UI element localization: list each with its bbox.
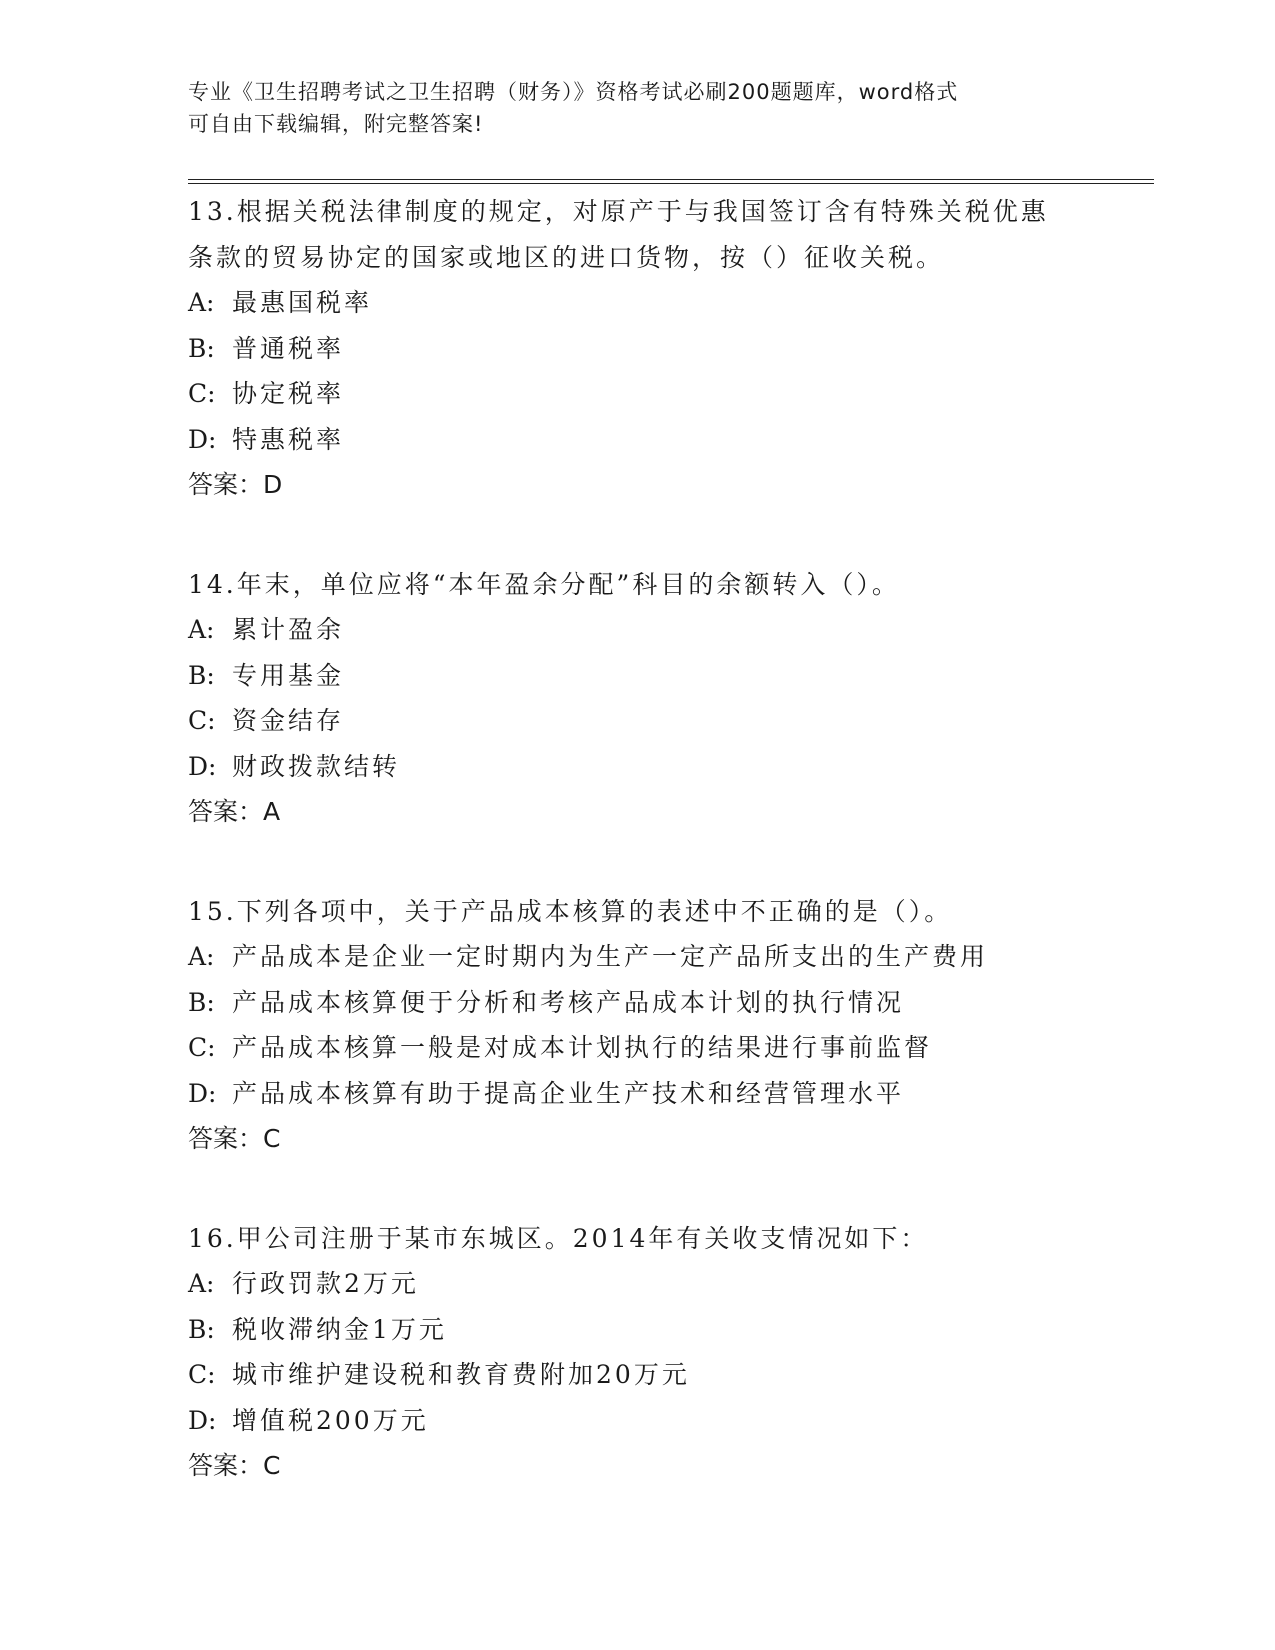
question-text: 14.年末，单位应将“本年盈余分配”科目的余额转入（）。	[188, 569, 900, 599]
option-key: B:	[188, 1314, 215, 1344]
option-b	[188, 326, 1118, 372]
question-14	[188, 562, 1118, 835]
option-b	[188, 980, 1118, 1026]
option-d	[188, 744, 1118, 790]
option-key: D:	[188, 1078, 217, 1108]
option-key: A:	[188, 1269, 215, 1298]
option-key: C:	[188, 1033, 216, 1062]
option-key: A:	[188, 942, 215, 971]
option-a	[188, 934, 1118, 980]
question-15	[188, 889, 1118, 1162]
option-d	[188, 417, 1118, 463]
question-13	[188, 189, 1118, 508]
option-text: 税收滞纳金1万元	[232, 1314, 447, 1344]
answer: 答案：C	[188, 1451, 281, 1480]
option-key: C:	[188, 1360, 216, 1389]
option-text: 增值税200万元	[232, 1405, 429, 1435]
header-divider	[188, 179, 1154, 184]
option-a	[188, 280, 1118, 326]
question-text: 16.甲公司注册于某市东城区。2014年有关收支情况如下：	[188, 1223, 929, 1253]
option-key: B:	[188, 333, 215, 363]
option-key: C:	[188, 379, 216, 408]
option-b	[188, 653, 1118, 699]
option-c	[188, 371, 1118, 417]
option-key: D:	[188, 1405, 217, 1435]
option-text: 普通税率	[232, 333, 345, 363]
option-text: 城市维护建设税和教育费附加20万元	[232, 1360, 690, 1389]
option-text: 专用基金	[232, 660, 345, 690]
option-key: B:	[188, 660, 215, 690]
option-text: 产品成本核算便于分析和考核产品成本计划的执行情况	[232, 987, 905, 1017]
option-text: 最惠国税率	[232, 288, 373, 317]
option-text: 特惠税率	[232, 424, 345, 454]
option-key: A:	[188, 615, 215, 644]
answer: 答案：D	[188, 470, 283, 499]
option-c	[188, 698, 1118, 744]
option-text: 资金结存	[232, 706, 345, 735]
option-key: B:	[188, 987, 215, 1017]
header-line-2: 可自由下载编辑，附完整答案!	[188, 112, 484, 136]
answer: 答案：A	[188, 797, 281, 826]
option-b	[188, 1307, 1118, 1353]
option-a	[188, 607, 1118, 653]
option-text: 累计盈余	[232, 615, 345, 644]
option-d	[188, 1398, 1118, 1444]
option-text: 产品成本核算有助于提高企业生产技术和经营管理水平	[232, 1078, 905, 1108]
answer: 答案：C	[188, 1124, 281, 1153]
option-key: C:	[188, 706, 216, 735]
option-d	[188, 1071, 1118, 1117]
option-c	[188, 1352, 1118, 1398]
option-key: D:	[188, 751, 217, 781]
question-text: 13.根据关税法律制度的规定，对原产于与我国签订含有特殊关税优惠	[188, 197, 1049, 226]
option-key: A:	[188, 288, 215, 317]
question-16	[188, 1216, 1118, 1489]
question-text: 15.下列各项中，关于产品成本核算的表述中不正确的是（）。	[188, 896, 953, 926]
option-text: 产品成本核算一般是对成本计划执行的结果进行事前监督	[232, 1033, 933, 1062]
option-a	[188, 1261, 1118, 1307]
option-text: 产品成本是企业一定时期内为生产一定产品所支出的生产费用	[232, 942, 989, 971]
option-key: D:	[188, 424, 217, 454]
document-header	[188, 76, 1088, 140]
option-c	[188, 1025, 1118, 1071]
question-text: 条款的贸易协定的国家或地区的进口货物，按（）征收关税。	[188, 242, 945, 272]
question-list	[188, 189, 1118, 1543]
option-text: 行政罚款2万元	[232, 1269, 419, 1298]
header-line-1: 专业《卫生招聘考试之卫生招聘（财务）》资格考试必刷200题题库，word格式	[188, 80, 959, 104]
option-text: 财政拨款结转	[232, 751, 401, 781]
option-text: 协定税率	[232, 379, 345, 408]
